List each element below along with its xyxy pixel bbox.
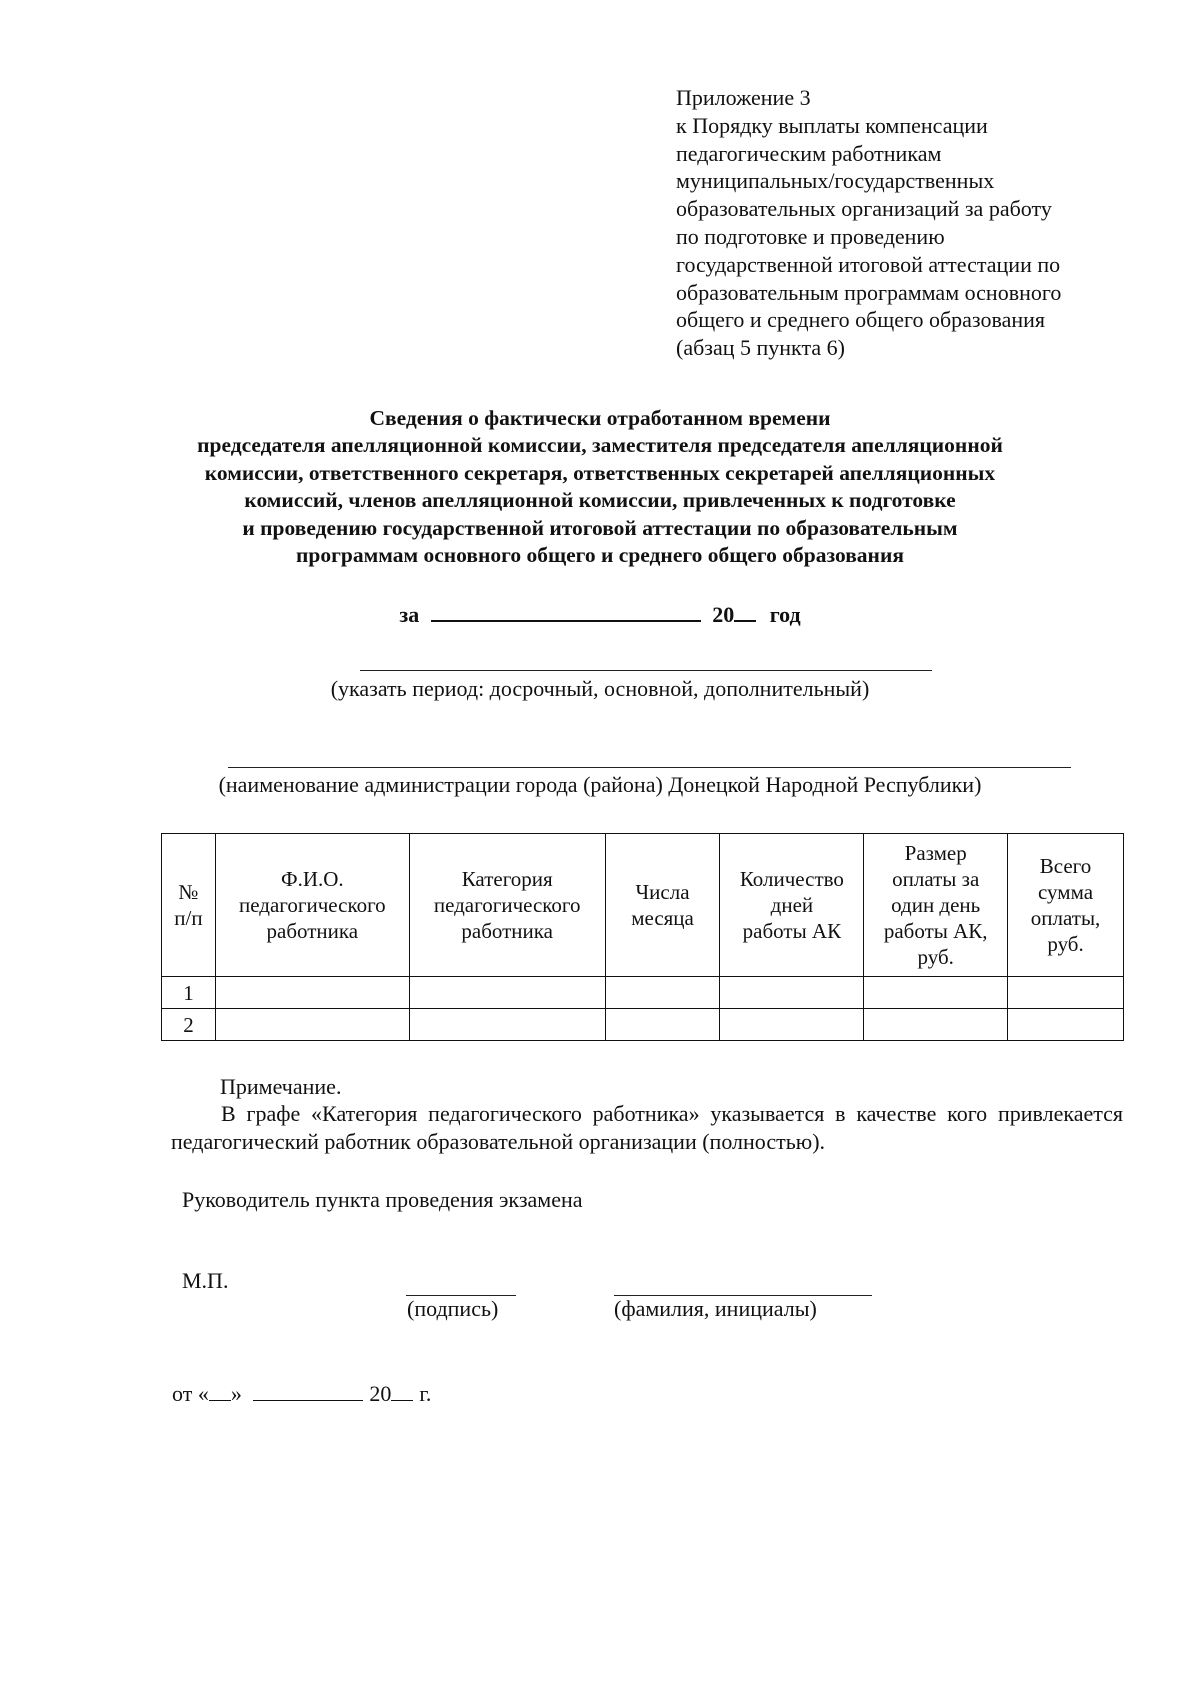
appendix-line: образовательных организаций за работу (676, 196, 1052, 222)
appendix-line: государственной итоговой аттестации по (676, 251, 1061, 277)
table-cell[interactable] (864, 977, 1008, 1009)
year-blank[interactable] (734, 600, 756, 622)
date-quote-close: » (230, 1381, 242, 1406)
month-blank[interactable] (253, 1382, 363, 1401)
table-cell[interactable] (409, 1009, 605, 1041)
table-cell[interactable] (1008, 977, 1124, 1009)
title-line: Сведения о фактически отработанном времени (369, 406, 831, 430)
table-cell[interactable] (605, 1009, 720, 1041)
header-days-count: Количество дней работы АК (720, 834, 864, 977)
header-number: № п/п (162, 834, 216, 977)
table-cell[interactable] (1008, 1009, 1124, 1041)
head-of-exam-point-label: Руководитель пункта проведения экзамена (182, 1187, 583, 1212)
report-year-line (0, 600, 1200, 628)
row-number-cell: 1 (162, 977, 216, 1009)
time-report-table (161, 833, 1124, 1041)
table-cell[interactable] (864, 1009, 1008, 1041)
signature-label: (подпись) (407, 1296, 499, 1321)
year-line-prefix: за (399, 602, 420, 627)
row-number-cell: 2 (162, 1009, 216, 1041)
table-header-row (162, 834, 1124, 977)
table-cell[interactable] (605, 977, 720, 1009)
table-row (162, 977, 1124, 1009)
date-prefix: от « (172, 1381, 209, 1406)
title-line: председателя апелляционной комиссии, заместителя председателя апелляционной (197, 433, 1003, 458)
table-cell[interactable] (720, 1009, 864, 1041)
appendix-line: муниципальных/государственных (676, 168, 995, 194)
header-dates: Числа месяца (605, 834, 720, 977)
period-fill-line[interactable] (360, 670, 932, 671)
admin-fill-line[interactable] (228, 767, 1071, 768)
stamp-label: М.П. (182, 1268, 229, 1293)
appendix-line: педагогическим работникам (676, 140, 942, 166)
date-line (172, 1381, 431, 1407)
header-category: Категория педагогического работника (409, 834, 605, 977)
date-year-prefix: 20 (369, 1381, 392, 1406)
appendix-reference (676, 84, 1136, 362)
table-row (162, 1009, 1124, 1041)
table-cell[interactable] (215, 1009, 409, 1041)
appendix-line: (абзац 5 пункта 6) (676, 335, 845, 361)
admin-caption: (наименование администрации города (района) Донецкой Народной Республики) (218, 772, 982, 797)
title-line: комиссии, ответственного секретаря, ответственных секретарей апелляционных (204, 460, 996, 485)
appendix-line: к Порядку выплаты компенсации (676, 112, 988, 138)
name-label: (фамилия, инициалы) (614, 1296, 817, 1321)
year-prefix: 20 (712, 602, 735, 627)
table-cell[interactable] (215, 977, 409, 1009)
header-full-name: Ф.И.О. педагогического работника (215, 834, 409, 977)
document-title (100, 405, 1100, 569)
appendix-line: по подготовке и проведению (676, 223, 945, 249)
title-line: и проведению государственной итоговой аттестации по образовательным (242, 515, 958, 540)
appendix-line: общего и среднего общего образования (676, 307, 1046, 333)
period-caption: (указать период: досрочный, основной, дополнительный) (330, 676, 870, 701)
year-suffix: год (769, 602, 801, 627)
date-suffix: г. (419, 1381, 432, 1406)
header-daily-rate: Размер оплаты за один день работы АК, руб. (864, 834, 1008, 977)
note-title: Примечание. (220, 1074, 342, 1099)
period-blank[interactable] (431, 600, 701, 622)
title-line: программам основного общего и среднего общего образования (296, 543, 904, 568)
table-cell[interactable] (409, 977, 605, 1009)
date-year-blank[interactable] (391, 1382, 413, 1401)
appendix-line: Приложение 3 (676, 85, 811, 110)
header-total-sum: Всего сумма оплаты, руб. (1008, 834, 1124, 977)
table-cell[interactable] (720, 977, 864, 1009)
day-blank[interactable] (209, 1382, 231, 1401)
title-line: комиссий, членов апелляционной комиссии, привлеченных к подготовке (244, 488, 956, 513)
note-text: В графе «Категория педагогического работника» указывается в качестве кого привлекается педагогический работник образовательной организации (полностью). (171, 1101, 1123, 1154)
appendix-line: образовательным программам основного (676, 279, 1062, 305)
